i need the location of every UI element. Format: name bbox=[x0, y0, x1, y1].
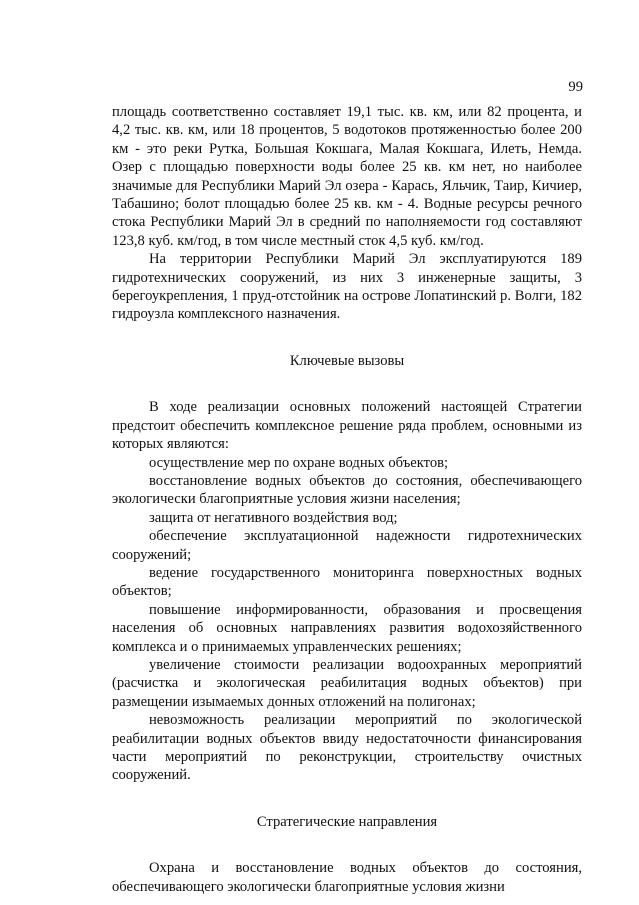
list-item: восстановление водных объектов до состояния, обеспечивающего экологически благоприятные условия жизни населения; bbox=[112, 472, 582, 508]
list-item: увеличение стоимости реализации водоохранных мероприятий (расчистка и экологическая реабилитация водных объектов) при размещении изымаемых донных отложений на полигонах; bbox=[112, 656, 582, 710]
heading-strategic-directions: Стратегические направления bbox=[256, 813, 438, 830]
page-number: 99 bbox=[568, 79, 583, 95]
paragraph-water-bodies: площадь соответственно составляет 19,1 тыс. кв. км, или 82 процента, и 4,2 тыс. кв. км, или 18 процентов, 5 водотоков протяженностью более 200 км - это реки Рутка, Большая Кокшага, Малая Кокшага, Илеть, Немда. Озер с площадью поверхности воды более 25 кв. км нет, но наиболее значимые для Республики Марий Эл озера - Карась, Яльчик, Таир, Кичиер, Табашино; болот площадью более 25 кв. км - 4. Водные ресурсы речного стока Республики Марий Эл в средний по наполняемости год составляют 123,8 куб. км/год, в том числе местный сток 4,5 куб. км/год. bbox=[112, 104, 582, 249]
list-item: осуществление мер по охране водных объектов; bbox=[149, 454, 449, 471]
page-content bbox=[112, 103, 582, 896]
list-item: ведение государственного мониторинга поверхностных водных объектов; bbox=[112, 564, 582, 600]
paragraph-hydro-structures: На территории Республики Марий Эл эксплуатируются 189 гидротехнических сооружений, из них 3 инженерные защиты, 3 берегоукрепления, 1 пруд-отстойник на острове Лопатинский р. Волги, 182 гидроузла комплексного назначения. bbox=[112, 251, 582, 323]
paragraph-strategic-lead: Охрана и восстановление водных объектов до состояния, обеспечивающего экологически благоприятные условия жизни bbox=[112, 860, 582, 895]
list-item: повышение информированности, образования и просвещения населения об основных направлениях развития водохозяйственного комплекса и о принимаемых управленческих решениях; bbox=[112, 601, 582, 655]
paragraph-challenges-lead: В ходе реализации основных положений настоящей Стратегии предстоит обеспечить комплексное решение ряда проблем, основными из которых являются: bbox=[112, 399, 582, 453]
list-item: обеспечение эксплуатационной надежности гидротехнических сооружений; bbox=[112, 528, 582, 563]
heading-key-challenges: Ключевые вызовы bbox=[289, 352, 405, 369]
list-item: невозможность реализации мероприятий по экологической реабилитации водных объектов ввиду недостаточности финансирования части мероприятий по реконструкции, строительству очистных сооружений. bbox=[112, 712, 582, 784]
list-item: защита от негативного воздействия вод; bbox=[149, 509, 398, 526]
